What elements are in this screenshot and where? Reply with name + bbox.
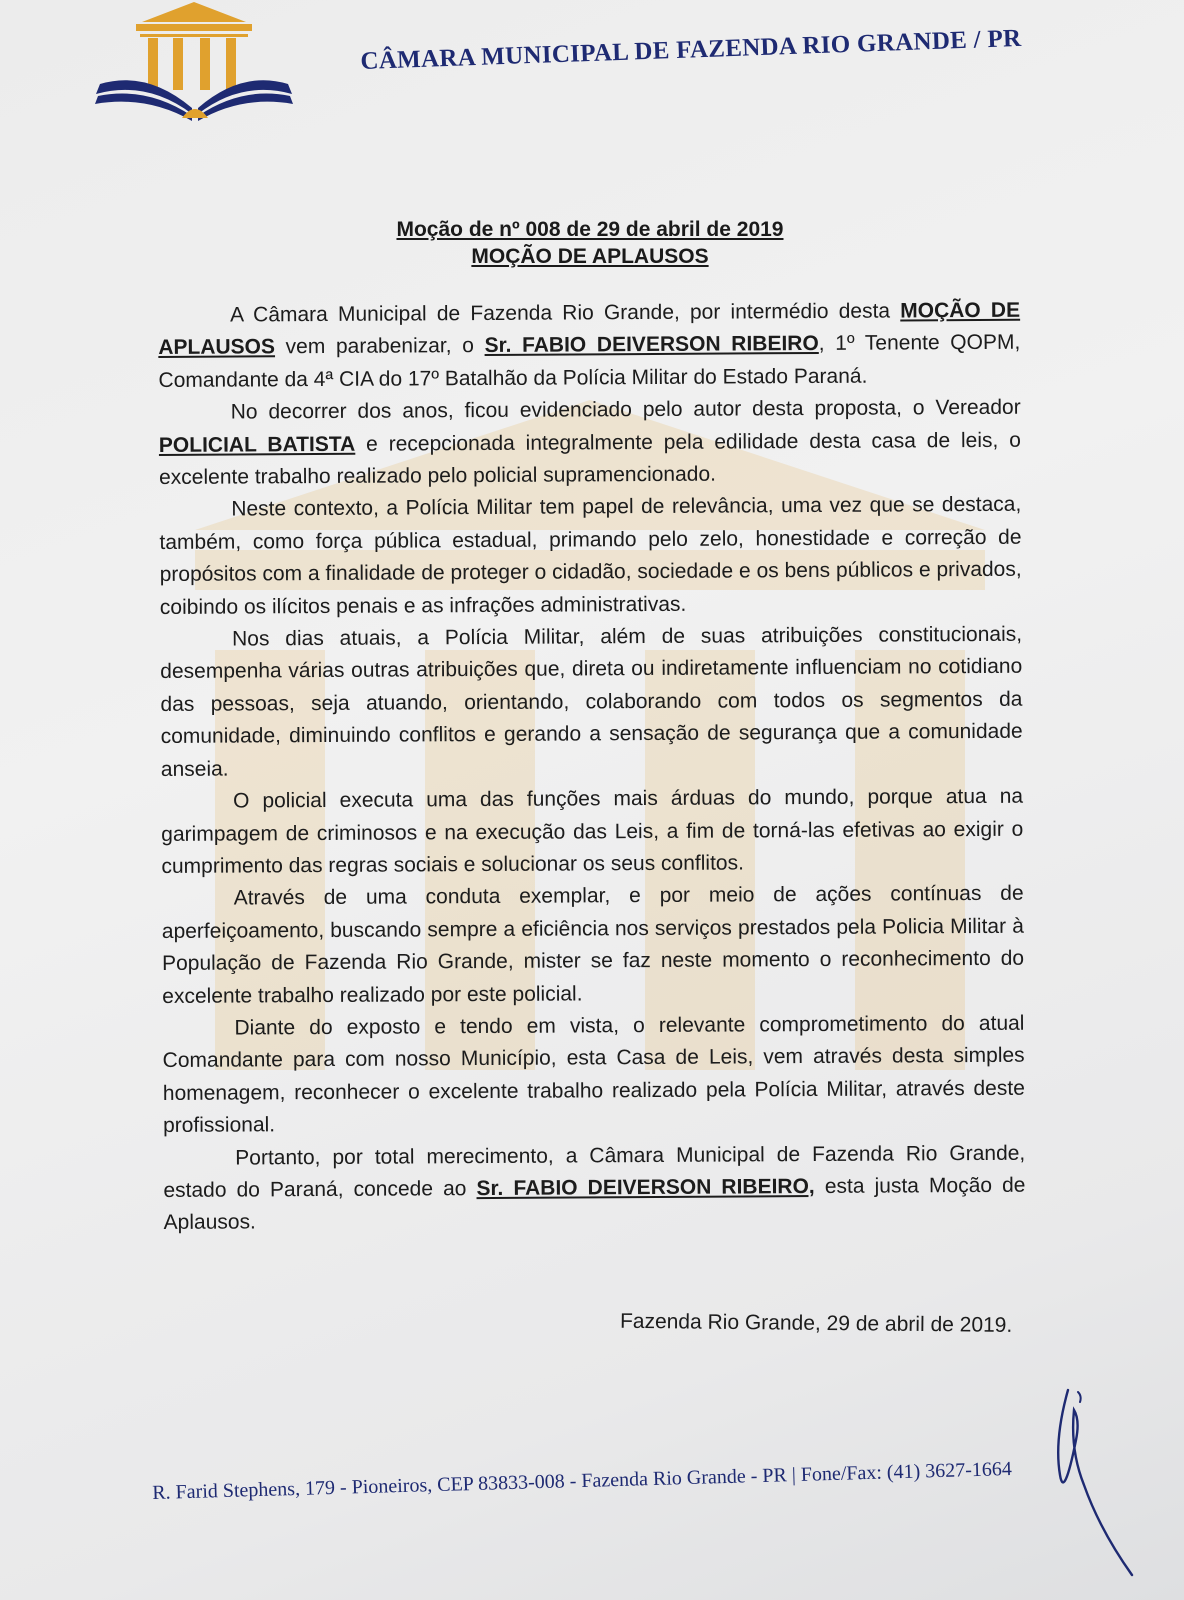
document-body: [158, 295, 1026, 1240]
paragraph-text: No decorrer dos anos, ficou evidenciado pelo autor desta proposta, o Vereador: [230, 395, 1021, 424]
motion-type: MOÇÃO DE APLAUSOS: [471, 245, 709, 268]
paragraph-text: A Câmara Municipal de Fazenda Rio Grande, por intermédio desta: [230, 299, 901, 327]
paragraph-6: Através de uma conduta exemplar, e por meio de ações contínuas de aperfeiçoamento, buscando sempre a eficiência nos serviços prestados pela Policia Militar à População de Fazenda Rio Grande, mister se faz neste momento o reconhecimento do excelente trabalho realizado por este policial.: [161, 882, 1025, 1008]
chamber-logo-icon: [92, 0, 297, 128]
chamber-name: CÂMARA MUNICIPAL DE FAZENDA RIO GRANDE / PR: [360, 24, 1022, 75]
author-name: POLICIAL BATISTA: [158, 432, 356, 457]
signature-icon: [1040, 1380, 1150, 1580]
paragraph-3: Neste contexto, a Polícia Militar tem papel de relevância, uma vez que se destaca, também, como força pública estadual, primando pelo zelo, honestidade e correção de propósitos com a finalidade de proteger o cidadão, sociedade e os bens públicos e privados, coibindo os ilícitos penais e as infrações administrativas.: [159, 493, 1022, 619]
paragraph-text: , 1º Tenente QOPM, Comandante da 4ª CIA do 17º Batalhão da Polícia Militar do Estado Paraná.: [158, 331, 1021, 392]
paragraph-text: vem parabenizar, o: [274, 334, 485, 359]
document-heading: [160, 216, 1020, 270]
paragraph-8: [163, 1137, 1026, 1239]
paragraph-text: esta justa Moção de Aplausos.: [163, 1173, 1026, 1235]
highlighted-term: MOÇÃO DE APLAUSOS: [158, 298, 1021, 360]
paragraph-1: [158, 295, 1021, 397]
paragraph-text: Portanto, por total merecimento, a Câmara Municipal de Fazenda Rio Grande, estado do Paraná, concede ao: [163, 1141, 1026, 1202]
paragraph-text: e recepcionada integralmente pela edilidade desta casa de leis, o excelente trabalho realizado pelo policial supramencionado.: [159, 428, 1021, 490]
paragraph-2: [159, 392, 1022, 494]
honoree-name: Sr. FABIO DEIVERSON RIBEIRO,: [476, 1174, 815, 1201]
footer-address: R. Farid Stephens, 179 - Pioneiros, CEP 83833-008 - Fazenda Rio Grande - PR | Fone/Fax: (41) 3627-1664: [152, 1457, 1013, 1504]
place-and-date: Fazenda Rio Grande, 29 de abril de 2019.: [619, 1309, 1013, 1337]
paragraph-5: O policial executa uma das funções mais árduas do mundo, porque atua na garimpagem de criminosos e na execução das Leis, a fim de torná-las efetivas ao exigir o cumprimento das regras sociais e solucionar os seus conflitos.: [161, 784, 1024, 878]
paragraph-7: Diante do exposto e tendo em vista, o relevante comprometimento do atual Comandante para com nosso Município, esta Casa de Leis, vem através desta simples homenagem, reconhecer o excelente trabalho realizado pela Polícia Militar, através deste profissional.: [162, 1011, 1025, 1138]
paragraph-4: Nos dias atuais, a Polícia Militar, além de suas atribuições constitucionais, desempenha várias outras atribuições que, direta ou indiretamente influenciam no cotidiano das pessoas, seja atuando, orientando, colaborando com todos os segmentos da comunidade, diminuindo conflitos e gerando a sensação de segurança que a comunidade anseia.: [160, 622, 1023, 781]
honoree-name: Sr. FABIO DEIVERSON RIBEIRO: [484, 332, 819, 358]
motion-number: Moção de nº 008 de 29 de abril de 2019: [396, 218, 784, 241]
